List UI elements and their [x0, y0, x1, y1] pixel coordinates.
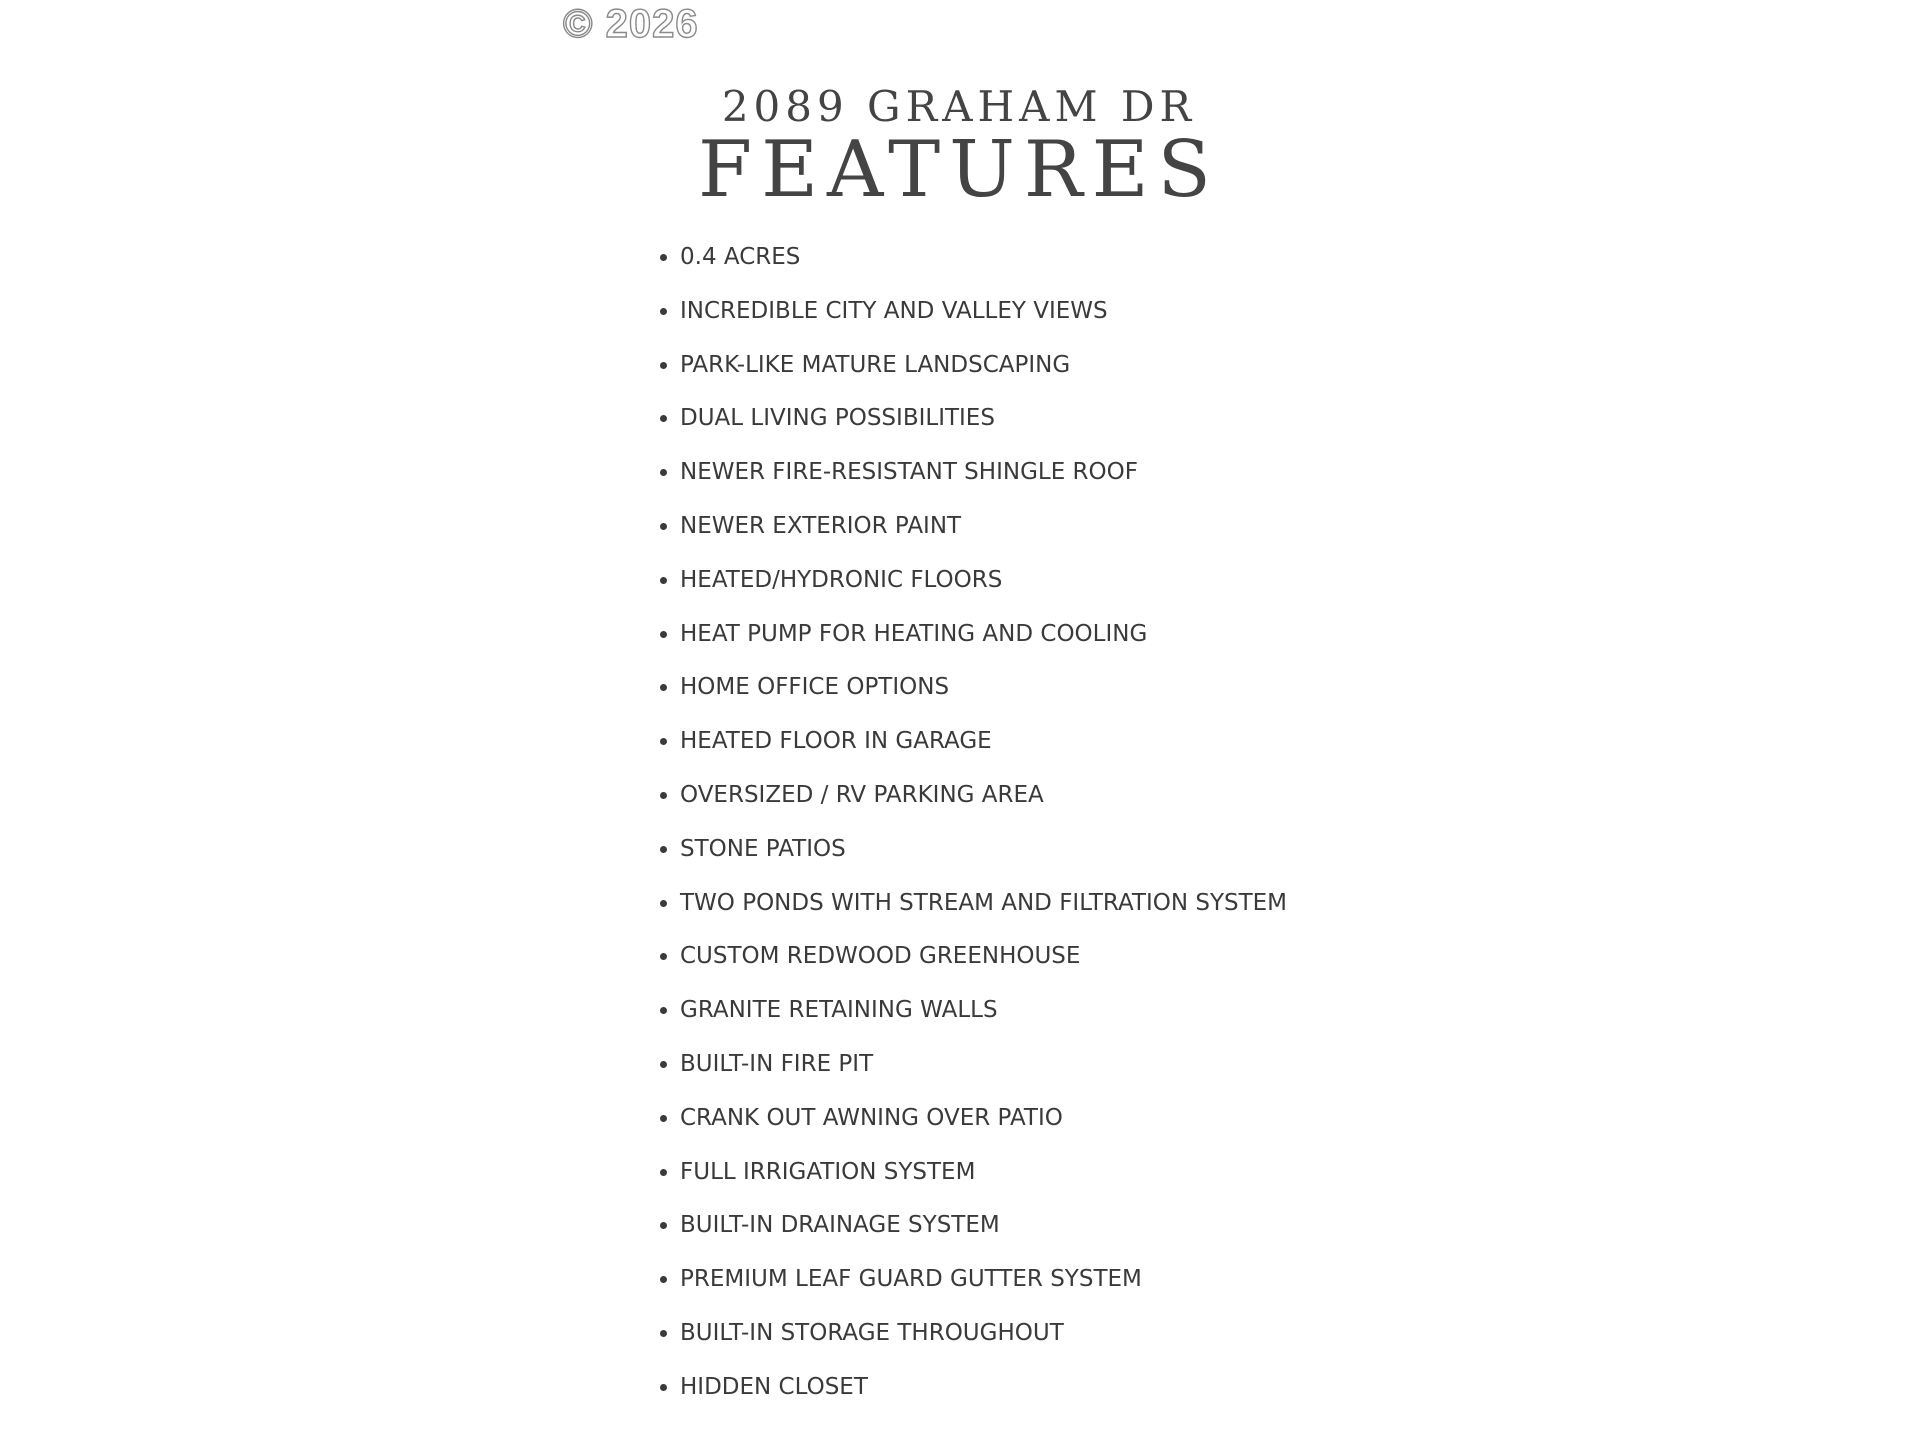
bullet-icon [660, 362, 667, 369]
bullet-icon [660, 577, 667, 584]
feature-item [660, 883, 1287, 937]
address-subtitle: 2089 GRAHAM DR [721, 82, 1197, 131]
feature-text: NEWER EXTERIOR PAINT [680, 512, 962, 539]
feature-item [660, 452, 1287, 506]
feature-item [660, 936, 1287, 990]
feature-item [660, 237, 1287, 291]
feature-item [660, 1205, 1287, 1259]
feature-item [660, 829, 1287, 883]
bullet-icon [660, 1384, 667, 1391]
feature-text: BUILT-IN FIRE PIT [680, 1050, 874, 1077]
bullet-icon [660, 846, 667, 853]
feature-item [660, 1259, 1287, 1313]
feature-text: GRANITE RETAINING WALLS [680, 997, 998, 1024]
bullet-icon [660, 953, 667, 960]
feature-text: FULL IRRIGATION SYSTEM [680, 1158, 976, 1185]
feature-item [660, 667, 1287, 721]
feature-text: OVERSIZED / RV PARKING AREA [680, 781, 1044, 808]
feature-text: INCREDIBLE CITY AND VALLEY VIEWS [680, 297, 1108, 324]
feature-text: 0.4 ACRES [680, 244, 801, 270]
page-header [0, 82, 1918, 215]
bullet-icon [660, 1169, 667, 1176]
feature-item [660, 1313, 1287, 1367]
feature-text: PREMIUM LEAF GUARD GUTTER SYSTEM [680, 1266, 1142, 1293]
bullet-icon [660, 738, 667, 745]
feature-text: CUSTOM REDWOOD GREENHOUSE [680, 943, 1081, 970]
bullet-icon [660, 1007, 667, 1014]
bullet-icon [660, 308, 667, 315]
bullet-icon [660, 254, 667, 261]
feature-item [660, 614, 1287, 668]
feature-item [660, 1367, 1287, 1421]
bullet-icon [660, 415, 667, 422]
page-title: FEATURES [698, 125, 1220, 215]
feature-text: HEAT PUMP FOR HEATING AND COOLING [680, 620, 1148, 647]
feature-item [660, 1152, 1287, 1206]
bullet-icon [660, 523, 667, 530]
feature-text: BUILT-IN DRAINAGE SYSTEM [680, 1212, 1000, 1239]
bullet-icon [660, 792, 667, 799]
features-list [660, 237, 1287, 1421]
bullet-icon [660, 1061, 667, 1068]
feature-item [660, 345, 1287, 399]
bullet-icon [660, 1330, 667, 1337]
feature-item [660, 291, 1287, 345]
bullet-icon [660, 684, 667, 691]
feature-text: PARK-LIKE MATURE LANDSCAPING [680, 351, 1071, 378]
feature-item [660, 398, 1287, 452]
feature-item [660, 560, 1287, 614]
feature-text: NEWER FIRE-RESISTANT SHINGLE ROOF [680, 459, 1138, 486]
copyright-watermark: © 2026 [563, 2, 699, 46]
bullet-icon [660, 1222, 667, 1229]
feature-item [660, 775, 1287, 829]
feature-item [660, 1098, 1287, 1152]
feature-text: HIDDEN CLOSET [680, 1373, 868, 1400]
feature-item [660, 1044, 1287, 1098]
feature-item [660, 721, 1287, 775]
bullet-icon [660, 631, 667, 638]
feature-item [660, 990, 1287, 1044]
bullet-icon [660, 469, 667, 476]
bullet-icon [660, 1276, 667, 1283]
feature-text: CRANK OUT AWNING OVER PATIO [680, 1104, 1063, 1131]
feature-text: STONE PATIOS [680, 835, 846, 862]
feature-item [660, 506, 1287, 560]
feature-text: HOME OFFICE OPTIONS [680, 674, 950, 701]
feature-text: HEATED FLOOR IN GARAGE [680, 728, 992, 755]
bullet-icon [660, 1115, 667, 1122]
feature-text: BUILT-IN STORAGE THROUGHOUT [680, 1319, 1064, 1346]
feature-text: TWO PONDS WITH STREAM AND FILTRATION SYSTEM [680, 889, 1288, 916]
feature-text: HEATED/HYDRONIC FLOORS [680, 566, 1003, 593]
bullet-icon [660, 900, 667, 907]
feature-text: DUAL LIVING POSSIBILITIES [680, 405, 995, 432]
